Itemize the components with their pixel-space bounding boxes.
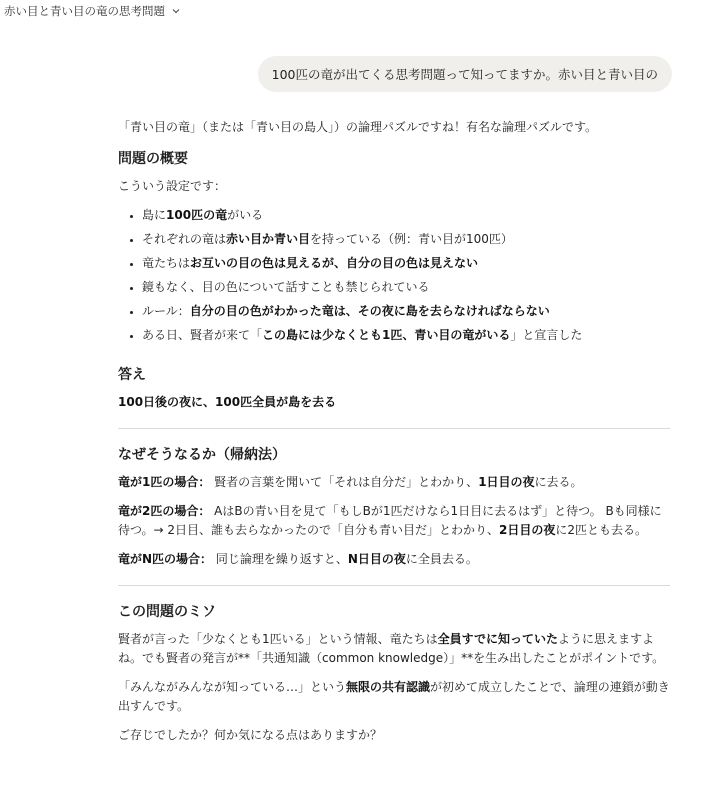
user-message-text: 100匹の竜が出てくる思考問題って知ってますか。赤い目と青い目の bbox=[271, 67, 658, 82]
list-item: • 島に100匹の竜がいる bbox=[142, 206, 670, 225]
overview-list bbox=[118, 206, 670, 345]
list-item: • ルール：自分の目の色がわかった竜は、その夜に島を去らなければならない bbox=[142, 302, 670, 321]
intro-text: 「青い目の竜」（または「青い目の島人」）の論理パズルですね！有名な論理パズルです。 bbox=[118, 120, 598, 134]
case-one: 竜が1匹の場合： 賢者の言葉を聞いて「それは自分だ」とわかり、1日目の夜に去る。 bbox=[118, 475, 583, 489]
list-item: • 鏡もなく、目の色について話すことも禁じられている bbox=[142, 278, 670, 297]
list-item: • 竜たちはお互いの目の色は見えるが、自分の目の色は見えない bbox=[142, 254, 670, 273]
key-point-2: 「みんながみんなが知っている…」という無限の共有認識が初めて成立したことで、論理の連鎖が動き出すんです。 bbox=[118, 680, 670, 713]
answer-text: 100日後の夜に、100匹全員が島を去る bbox=[118, 395, 337, 409]
list-item: • それぞれの竜は赤い目か青い目を持っている（例：青い目が100匹） bbox=[142, 230, 670, 249]
section-heading-answer: 答え bbox=[118, 367, 146, 383]
chevron-down-icon[interactable] bbox=[171, 6, 181, 16]
list-item: • ある日、賢者が来て「この島には少なくとも1匹、青い目の竜がいる」と宣言した bbox=[142, 326, 670, 345]
section-heading-why: なぜそうなるか（帰納法） bbox=[118, 447, 286, 463]
section-heading-overview: 問題の概要 bbox=[118, 151, 188, 167]
section-heading-key-point: この問題のミソ bbox=[118, 604, 216, 620]
divider bbox=[118, 585, 670, 586]
user-message-bubble bbox=[258, 56, 672, 92]
divider bbox=[118, 428, 670, 429]
assistant-response bbox=[118, 118, 670, 755]
case-two: 竜が2匹の場合： AはBの青い目を見て「もしBが1匹だけなら1日目に去るはず」と待つ。 Bも同様に待つ。→ 2日目、誰も去らなかったので「自分も青い目だ」とわかり、2日目の夜に2匹とも去る。 bbox=[118, 504, 662, 537]
overview-lead: こういう設定です： bbox=[118, 179, 227, 193]
closing-question: ご存じでしたか？何か気になる点はありますか？ bbox=[118, 728, 383, 742]
case-n: 竜がN匹の場合： 同じ論理を繰り返すと、N日目の夜に全員去る。 bbox=[118, 552, 478, 566]
conversation-title-bar[interactable] bbox=[0, 0, 181, 22]
conversation-title: 赤い目と青い目の竜の思考問題 bbox=[4, 4, 165, 18]
key-point-1: 賢者が言った「少なくとも1匹いる」という情報、竜たちは全員すでに知っていたように思えますよね。でも賢者の発言が**「共通知識（common knowledge）」**を生み出したことがポイントです。 bbox=[118, 632, 665, 665]
